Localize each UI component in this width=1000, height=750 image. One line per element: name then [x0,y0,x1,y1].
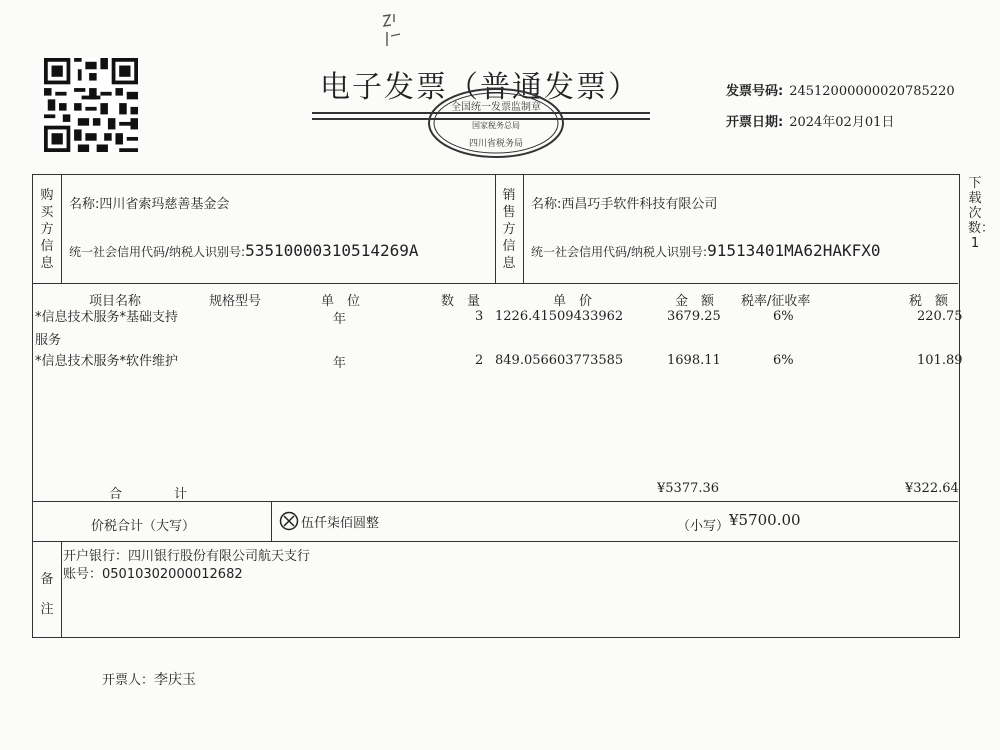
buyer-tax-row [69,241,418,260]
item-qty: 3 [475,309,484,324]
buyer-tax-label: 统一社会信用代码/纳税人识别号: [69,245,246,259]
cross-circle-icon [279,511,299,535]
total-words-divider [271,501,272,541]
party-divider [33,283,958,284]
grand-total-small-label: （小写） [677,519,730,534]
invoice-date-row [726,111,894,130]
seller-label-divider [523,175,524,283]
item-rate: 6% [773,353,794,368]
buyer-name-label: 名称: [69,197,100,212]
remarks-label-divider [61,541,62,637]
remarks-divider [33,541,958,542]
sum-tax: ¥322.64 [905,481,959,496]
col-amount-header: 金 额 [675,294,715,309]
seller-name-label: 名称: [531,197,562,212]
grand-total-number: ¥5700.00 [729,511,801,529]
invoice-date-label: 开票日期: [726,115,784,130]
item-price: 1226.41509433962 [495,309,624,324]
item-tax: 101.89 [917,353,963,368]
invoice-number-label: 发票号码: [726,84,784,99]
seller-section-label: 销售方信息 [502,188,516,271]
item-amount: 3679.25 [667,309,721,324]
item-unit: 年 [333,312,347,327]
col-qty-header: 数 量 [441,294,481,309]
tax-seal-stamp [426,86,566,160]
handwritten-mark [378,12,404,48]
grand-total-words-label: 价税合计（大写） [91,519,196,534]
issuer-row [102,669,196,689]
item-price: 849.056603773585 [495,353,624,368]
issuer-label: 开票人： [102,673,155,688]
issuer-name: 李庆玉 [154,672,197,688]
invoice-number-row [726,80,955,99]
seller-name: 西昌巧手软件科技有限公司 [561,197,718,212]
seller-tax-row [531,241,880,260]
col-tax-header: 税 额 [909,294,949,309]
download-count-note: 下载次数：1 [968,176,995,251]
seller-tax-label: 统一社会信用代码/纳税人识别号: [531,245,708,259]
item-qty: 2 [475,353,484,368]
sum-label: 合 计 [109,487,188,502]
buyer-tax-id: 53510000310514269A [245,241,419,260]
seal-line3: 四川省税务局 [468,139,524,149]
col-rate-header: 税率/征收率 [741,294,811,309]
col-item-header: 项目名称 [89,294,142,309]
grand-total-words: 伍仟柒佰圆整 [301,516,380,531]
remarks-label: 备注 [40,572,54,617]
account-info: 账号：05010302000012682 [63,567,243,582]
item-tax: 220.75 [917,309,963,324]
buyer-section-label: 购买方信息 [40,188,54,271]
item-name-cont: 服务 [35,333,62,348]
invoice-title: 电子发票（普通发票） [320,70,640,105]
item-rate: 6% [773,309,794,324]
invoice-table [32,174,963,638]
item-amount: 1698.11 [667,353,721,368]
item-name: *信息技术服务*软件维护 [35,354,179,369]
seller-tax-id: 91513401MA62HAKFX0 [707,241,881,260]
bank-info: 开户银行：四川银行股份有限公司航天支行 [63,549,311,564]
item-unit: 年 [333,356,347,371]
buyer-label-divider [61,175,62,283]
item-name: *信息技术服务*基础支持 [35,310,179,325]
col-unit-header: 单 位 [321,294,361,309]
seal-line2: 国家税务总局 [472,121,520,130]
qr-code [44,58,138,152]
invoice-date: 2024年02月01日 [789,115,895,130]
buyer-name-row [69,193,229,212]
seal-line1: 全国统一发票监制章 [451,102,541,113]
sum-amount: ¥5377.36 [657,481,720,496]
buyer-name: 四川省索玛慈善基金会 [99,197,230,212]
invoice-number: 24512000000020785220 [789,84,955,99]
seller-name-row [531,193,717,212]
col-price-header: 单 价 [553,294,593,309]
party-mid-divider [495,175,496,283]
col-spec-header: 规格型号 [209,294,262,309]
